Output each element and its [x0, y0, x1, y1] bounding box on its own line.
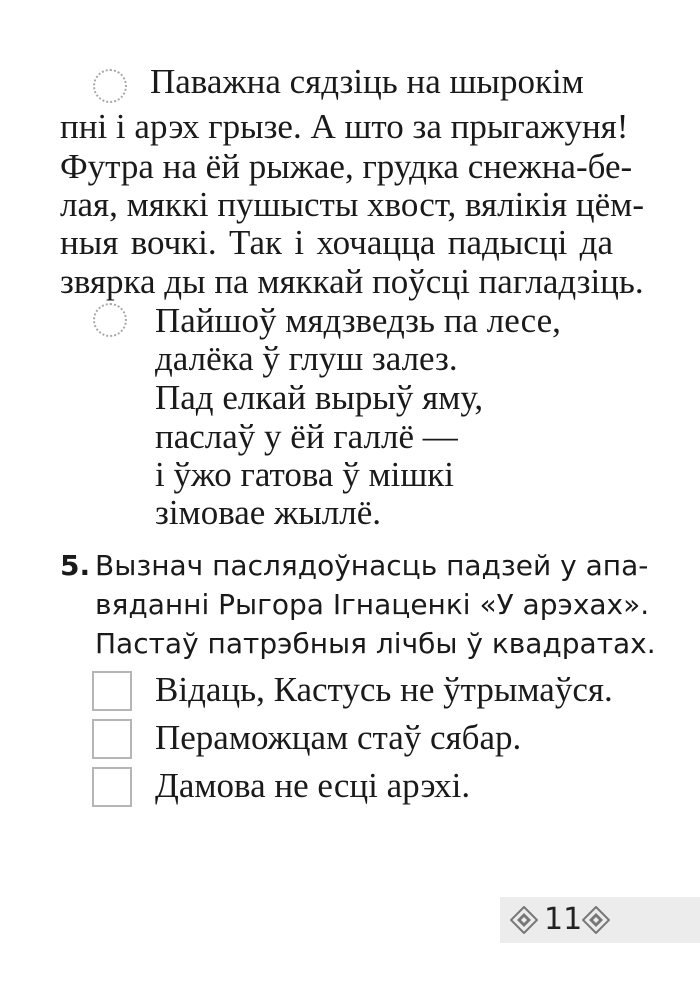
poem-line: паслаў у ёй галлё — [155, 417, 458, 456]
poem-line: і ўжо гатова ў мішкі [155, 455, 455, 494]
poem-line: Пад елкай вырыў яму, [155, 378, 484, 417]
paragraph-line: лая, мяккі пушысты хвост, вялікія цём- [60, 185, 644, 224]
ornament-icon [582, 906, 610, 934]
answer-circle-1[interactable] [93, 69, 127, 103]
order-box-2[interactable] [92, 719, 132, 759]
paragraph-line: Паважна сядзіць на шырокім [150, 62, 584, 101]
order-box-1[interactable] [92, 671, 132, 711]
paragraph-line: пні і арэх грызе. А што за прыгажуня! [60, 107, 629, 146]
order-box-3[interactable] [92, 767, 132, 807]
event-option: Пераможцам стаў сябар. [155, 718, 522, 757]
paragraph-line: звярка ды па мяккай поўсці пагладзіць. [60, 262, 644, 301]
task-instruction-line: Вызнач паслядоўнасць падзей у апа- [95, 549, 649, 582]
task-instruction-line: Пастаў патрэбныя лічбы ў квадратах. [95, 627, 656, 660]
page-number: 11 [544, 902, 583, 937]
task-instruction-line: вяданні Рыгора Ігнаценкі «У арэхах». [95, 588, 650, 621]
ornament-icon [510, 906, 538, 934]
paragraph-line: Футра на ёй рыжае, грудка снежна-бе- [60, 147, 633, 186]
answer-circle-2[interactable] [93, 303, 127, 337]
poem-line: далёка ў глуш залез. [155, 339, 458, 378]
event-option: Відаць, Кастусь не ўтрымаўся. [155, 670, 613, 709]
task-number: 5. [60, 549, 91, 582]
event-option: Дамова не есці арэхі. [155, 766, 471, 805]
poem-line: Пайшоў мядзведзь па лесе, [155, 301, 561, 340]
paragraph-line: ныя вочкі. Так і хочацца падысці да [60, 223, 613, 262]
poem-line: зімовае жыллё. [155, 493, 381, 532]
